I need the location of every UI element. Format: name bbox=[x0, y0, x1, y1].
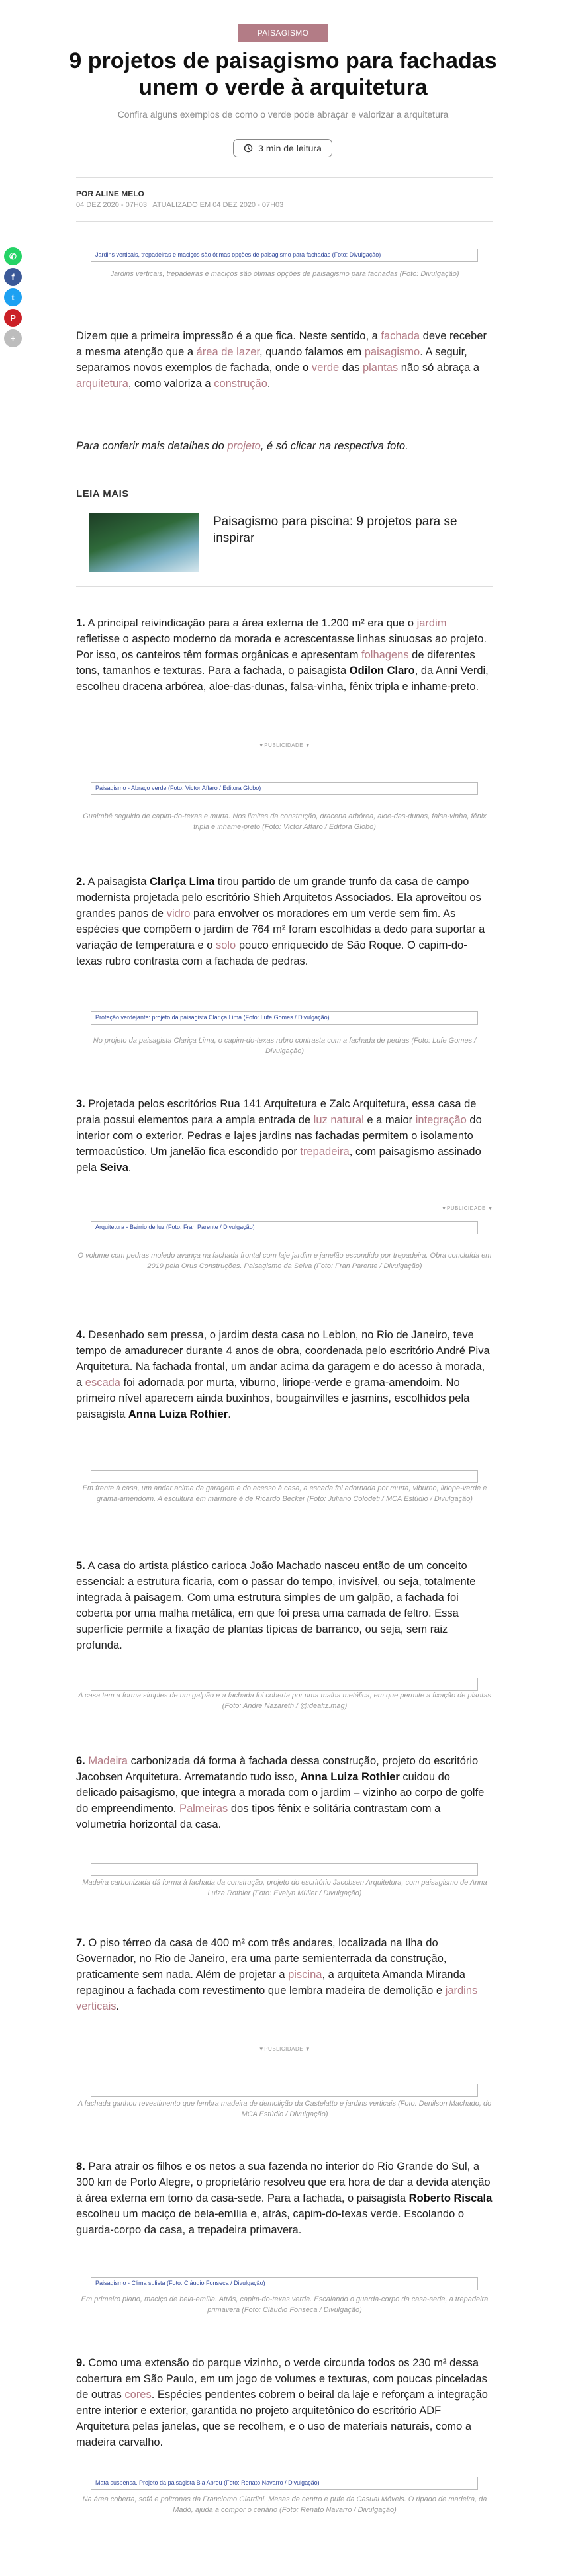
text-run: tirou partido de um grande trunfo da casa de campo modernista projetada pelo escritório Shieh Arquitetos Associados. Ela aproveitou os grandes panos de bbox=[76, 876, 481, 920]
text-run: , é só clicar na respectiva foto. bbox=[260, 440, 408, 452]
project-photo bbox=[91, 1470, 478, 1483]
inline-link[interactable]: solo bbox=[215, 939, 236, 951]
text-run: . bbox=[116, 2000, 120, 2012]
text-run: . A seguir, separamos novos exemplos de fachada, onde o bbox=[76, 346, 467, 374]
text-run: do interior com o exterior. Pedras e lajes jardins nas fachadas permitem o isolamento termoacústico. Um janelão fica escondido por bbox=[76, 1114, 482, 1158]
text-run: . bbox=[267, 378, 271, 390]
project-photo: Paisagismo - Abraço verde (Foto: Victor Affaro / Editora Globo) bbox=[91, 782, 478, 795]
inline-link[interactable]: construção bbox=[214, 378, 267, 390]
inline-link[interactable]: jardim bbox=[416, 617, 447, 629]
pinterest-icon: P bbox=[10, 313, 16, 323]
project-paragraph bbox=[76, 615, 493, 695]
text-run: dos tipos fênix e solitária contrastam com a volumetria horizontal da casa. bbox=[76, 1803, 441, 1830]
text-run: para envolver os moradores em um verde sem fim. As espécies que compõem o jardim de 764 m² foram escolhidas a dedo para suportar a variação de temperatura e o bbox=[76, 908, 485, 951]
text-run: A principal reivindicação para a área externa de 1.200 m² era que o bbox=[85, 617, 417, 629]
twitter-share-button[interactable] bbox=[4, 288, 22, 306]
inline-link[interactable]: jardins verticais bbox=[76, 1985, 478, 2012]
text-run: carbonizada dá forma à fachada dessa construção, projeto do escritório Jacobsen Arquitetura. Arrematando tudo isso, bbox=[76, 1755, 479, 1783]
project-paragraph bbox=[76, 1558, 493, 1653]
related-article-thumbnail[interactable] bbox=[89, 513, 199, 572]
inline-link[interactable]: cores bbox=[124, 2389, 152, 2401]
text-run: e a maior bbox=[363, 1114, 416, 1126]
text-run: Como uma extensão do parque vizinho, o verde circunda todos os 230 m² dessa cobertura em São Paulo, em um jogo de volumes e texturas, com poucas pinceladas de outras bbox=[76, 2357, 487, 2401]
inline-link[interactable]: piscina bbox=[288, 1969, 322, 1981]
article-subtitle: Confira alguns exemplos de como o verde pode abraçar e valorizar a arquitetura bbox=[117, 109, 449, 120]
related-article-title[interactable]: Paisagismo para piscina: 9 projetos para se inspirar bbox=[213, 515, 457, 545]
facebook-icon: f bbox=[11, 272, 15, 282]
project-photo bbox=[91, 1863, 478, 1876]
inline-link[interactable]: escada bbox=[85, 1377, 120, 1389]
text-run: não só abraça a bbox=[398, 362, 480, 374]
twitter-icon: t bbox=[11, 292, 15, 302]
project-caption: A fachada ganhou revestimento que lembra madeira de demolição da Castelatto e jardins verticais (Foto: Denilson Machado, do MCA Estúdio / Divulgação) bbox=[77, 2100, 492, 2118]
bold-text: Seiva bbox=[99, 1162, 128, 1174]
intro-note bbox=[76, 438, 493, 454]
author-byline[interactable]: POR ALINE MELO bbox=[76, 189, 144, 198]
text-run: Dizem que a primeira impressão é a que fica. Neste sentido, a bbox=[76, 330, 381, 342]
bold-text: 8. bbox=[76, 2161, 85, 2172]
text-run: escolheu um maciço de bela-emília e, atrás, capim-do-texas verde. Escolando o guarda-corpo da casa, a trepadeira primavera. bbox=[76, 2208, 465, 2236]
text-run: , como valoriza a bbox=[128, 378, 214, 390]
divider bbox=[76, 177, 493, 178]
project-caption: A casa tem a forma simples de um galpão e a fachada foi coberta por uma malha metálica, em que permite a fixação de plantas (Foto: Andre Nazareth / @ideafiz.mag) bbox=[78, 1692, 491, 1710]
divider bbox=[76, 221, 493, 222]
text-run: deve receber a mesma atenção que a bbox=[76, 330, 487, 358]
inline-link[interactable]: fachada bbox=[381, 330, 420, 342]
bold-text: Roberto Riscala bbox=[408, 2192, 493, 2204]
advertising-label: ▼PUBLICIDADE ▼ bbox=[258, 2046, 311, 2052]
hero-photo: Jardins verticais, trepadeiras e maciços são ótimas opções de paisagismo para fachadas (Foto: Divulgação) bbox=[91, 249, 478, 262]
project-paragraph bbox=[76, 2159, 493, 2238]
text-run: Para conferir mais detalhes do bbox=[76, 440, 228, 452]
bold-text: 5. bbox=[76, 1560, 85, 1572]
more-icon: + bbox=[10, 333, 16, 343]
bold-text: 9. bbox=[76, 2357, 85, 2369]
intro-paragraph bbox=[76, 328, 493, 392]
advertising-label: ▼PUBLICIDADE ▼ bbox=[258, 742, 311, 748]
hero-caption: Jardins verticais, trepadeiras e maciços são ótimas opções de paisagismo para fachadas (Foto: Divulgação) bbox=[110, 270, 459, 278]
project-paragraph bbox=[76, 1753, 493, 1832]
inline-link[interactable]: integração bbox=[415, 1114, 467, 1126]
project-photo bbox=[91, 2084, 478, 2097]
divider bbox=[76, 586, 493, 587]
text-run: de diferentes tons, tamanhos e texturas. Para a fachada, o paisagista bbox=[76, 649, 475, 677]
project-paragraph bbox=[76, 1327, 493, 1422]
advertising-label: ▼PUBLICIDADE ▼ bbox=[441, 1205, 493, 1211]
text-run: foi adornada por murta, viburno, liriope-verde e grama-amendoim. No primeiro nível aparecem ainda buxinhos, bougainvilles e jasmins, escolhidos pela paisagista bbox=[76, 1377, 470, 1420]
text-run: Para atrair os filhos e os netos a sua fazenda no interior do Rio Grande do Sul, a 300 km de Porto Alegre, o proprietário resolveu que era hora de dar a devida atenção à área externa em torno da casa-sede. Para a fachada, o paisagista bbox=[76, 2161, 491, 2204]
more-share-button[interactable] bbox=[4, 329, 22, 347]
inline-link[interactable]: vidro bbox=[166, 908, 191, 920]
inline-link[interactable]: Madeira bbox=[88, 1755, 128, 1767]
text-run: , quando falamos em bbox=[259, 346, 365, 358]
inline-link[interactable]: arquitetura bbox=[76, 378, 128, 390]
clock-icon bbox=[244, 144, 253, 153]
bold-text: Anna Luiza Rothier bbox=[300, 1771, 400, 1783]
text-run: pouco enriquecido de São Roque. O capim-do-texas rubro contrasta com a fachada de pedras. bbox=[76, 939, 467, 967]
text-run: das bbox=[339, 362, 363, 374]
text-run: Desenhado sem pressa, o jardim desta casa no Leblon, no Rio de Janeiro, teve tempo de amadurecer durante 4 anos de obra, coordenada pelo escritório André Piva Arquitetura. Na fachada frontal, um andar acima da garagem e do acesso à morada, a bbox=[76, 1329, 490, 1389]
bold-text: 3. bbox=[76, 1098, 85, 1110]
text-run: , da Anni Verdi, escolheu dracena arbórea, aloe-das-dunas, falsa-vinha, fênix tripla e inhame-preto. bbox=[76, 665, 489, 693]
project-photo: Proteção verdejante: projeto da paisagista Clariça Lima (Foto: Lufe Gomes / Divulgação) bbox=[91, 1011, 478, 1025]
bold-text: Anna Luiza Rothier bbox=[128, 1408, 228, 1420]
bold-text: Clariça Lima bbox=[150, 876, 215, 888]
inline-link[interactable]: folhagens bbox=[361, 649, 409, 661]
text-run: A paisagista bbox=[85, 876, 150, 888]
project-caption: O volume com pedras moledo avança na fachada frontal com laje jardim e janelão escondido por trepadeira. Obra concluída em 2019 pela Orus Construções. Paisagismo da Seiva (Foto: Fran Parente / Divulgação) bbox=[77, 1252, 492, 1270]
bold-text: 1. bbox=[76, 617, 85, 629]
project-paragraph bbox=[76, 2355, 493, 2450]
bold-text: 6. bbox=[76, 1755, 85, 1767]
whatsapp-icon: ✆ bbox=[9, 251, 17, 261]
publish-dates: 04 DEZ 2020 - 07H03 | ATUALIZADO EM 04 DEZ 2020 - 07H03 bbox=[76, 201, 284, 209]
text-run: A casa do artista plástico carioca João Machado nasceu então de um conceito essencial: a estrutura ficaria, com o passar do tempo, invisível, ou seja, totalmente integrada à paisagem. Com uma estrutura simples de um galpão, a fachada foi coberta por uma malha metálica, em que foi presa uma camada de feltro. Essa superfície permite a fixação de plantas típicas de barranco, ou seja, sem raiz profunda. bbox=[76, 1560, 476, 1651]
project-paragraph bbox=[76, 874, 493, 969]
project-caption: No projeto da paisagista Clariça Lima, o capim-do-texas rubro contrasta com a fachada de pedras (Foto: Lufe Gomes / Divulgação) bbox=[93, 1037, 477, 1055]
project-photo bbox=[91, 1678, 478, 1691]
bold-text: 7. bbox=[76, 1937, 85, 1949]
project-caption: Madeira carbonizada dá forma à fachada da construção, projeto do escritório Jacobsen Arquitetura, com paisagismo de Anna Luiza Rothier (Foto: Evelyn Müller / Divulgação) bbox=[82, 1879, 487, 1897]
text-run: . bbox=[128, 1162, 132, 1174]
inline-link[interactable]: plantas bbox=[362, 362, 399, 374]
project-caption: Na área coberta, sofá e poltronas da Franciomo Giardini. Mesas de centro e pufe da Casual Móveis. O ripado de madeira, da Madó, ajuda a compor o cenário (Foto: Renato Navarro / Divulgação) bbox=[82, 2495, 487, 2514]
text-run: Projetada pelos escritórios Rua 141 Arquitetura e Zalc Arquitetura, essa casa de praia possui elementos para a ampla entrada de bbox=[76, 1098, 477, 1126]
project-paragraph bbox=[76, 1935, 493, 2014]
pinterest-share-button[interactable] bbox=[4, 309, 22, 327]
category-badge[interactable]: PAISAGISMO bbox=[238, 24, 328, 42]
article-title: 9 projetos de paisagismo para fachadas unem o verde à arquitetura bbox=[69, 48, 497, 100]
read-time-pill bbox=[233, 139, 332, 157]
text-run: , a arquiteta Amanda Miranda repaginou a fachada com revestimento que lembra madeira de demolição e bbox=[76, 1969, 465, 1996]
inline-link[interactable]: verde bbox=[311, 362, 340, 374]
project-paragraph bbox=[76, 1096, 493, 1176]
text-run: cuidou do delicado paisagismo, que integra a morada com o jardim – vizinho ao corpo de golfe do empreendimento. bbox=[76, 1771, 485, 1815]
project-caption: Guaimbê seguido de capim-do-texas e murta. Nos limites da construção, dracena arbórea, aloe-das-dunas, falsa-vinha, fênix tripla e inhame-preto (Foto: Victor Affaro / Editora Globo) bbox=[83, 812, 487, 831]
bold-text: 4. bbox=[76, 1329, 85, 1341]
inline-link[interactable]: projeto bbox=[227, 440, 261, 452]
inline-link[interactable]: luz natural bbox=[313, 1114, 364, 1126]
text-run: . bbox=[228, 1408, 231, 1420]
project-photo: Mata suspensa. Projeto da paisagista Bia Abreu (Foto: Renato Navarro / Divulgação) bbox=[91, 2477, 478, 2490]
read-time-label: 3 min de leitura bbox=[258, 143, 322, 153]
inline-link[interactable]: Palmeiras bbox=[179, 1803, 228, 1815]
bold-text: Odilon Claro bbox=[349, 665, 415, 677]
inline-link[interactable]: trepadeira bbox=[300, 1146, 350, 1158]
whatsapp-share-button[interactable] bbox=[4, 247, 22, 265]
inline-link[interactable]: área de lazer bbox=[196, 346, 260, 358]
inline-link[interactable]: paisagismo bbox=[364, 346, 420, 358]
bold-text: 2. bbox=[76, 876, 85, 888]
text-run: O piso térreo da casa de 400 m² com três andares, localizada na Ilha do Governador, no Rio de Janeiro, era uma parte semienterrada da construção, praticamente sem nada. Além de projetar a bbox=[76, 1937, 447, 1981]
text-run: refletisse o aspecto moderno da morada e acrescentasse linhas sinuosas ao projeto. Por isso, os canteiros têm formas orgânicas e apresentam bbox=[76, 633, 487, 661]
project-caption: Em primeiro plano, maciço de bela-emília. Atrás, capim-do-texas verde. Escalando o guarda-corpo da casa-sede, a trepadeira primavera (Foto: Cláudio Fonseca / Divulgação) bbox=[81, 2296, 489, 2314]
facebook-share-button[interactable] bbox=[4, 268, 22, 286]
text-run: , com paisagismo assinado pela bbox=[76, 1146, 481, 1174]
read-more-label: LEIA MAIS bbox=[76, 488, 129, 499]
project-photo: Arquitetura - Bairrio de luz (Foto: Fran Parente / Divulgação) bbox=[91, 1221, 478, 1234]
project-photo: Paisagismo - Clima sulista (Foto: Cláudio Fonseca / Divulgação) bbox=[91, 2277, 478, 2290]
project-caption: Em frente à casa, um andar acima da garagem e do acesso à casa, a escada foi adornada por murta, viburno, liriope-verde e grama-amendoim. A escultura em mármore é de Ricardo Becker (Foto: Juliano Colodeti / MCA Estúdio / Divulgação) bbox=[82, 1484, 487, 1503]
text-run: . Espécies pendentes cobrem o beiral da laje e reforçam a integração entre interior e exterior, garantida no projeto arquitetônico do escritório ADF Arquitetura pelas janelas, que se recolhem, e o uso de materiais naturais, como a madeira carvalho. bbox=[76, 2389, 488, 2448]
